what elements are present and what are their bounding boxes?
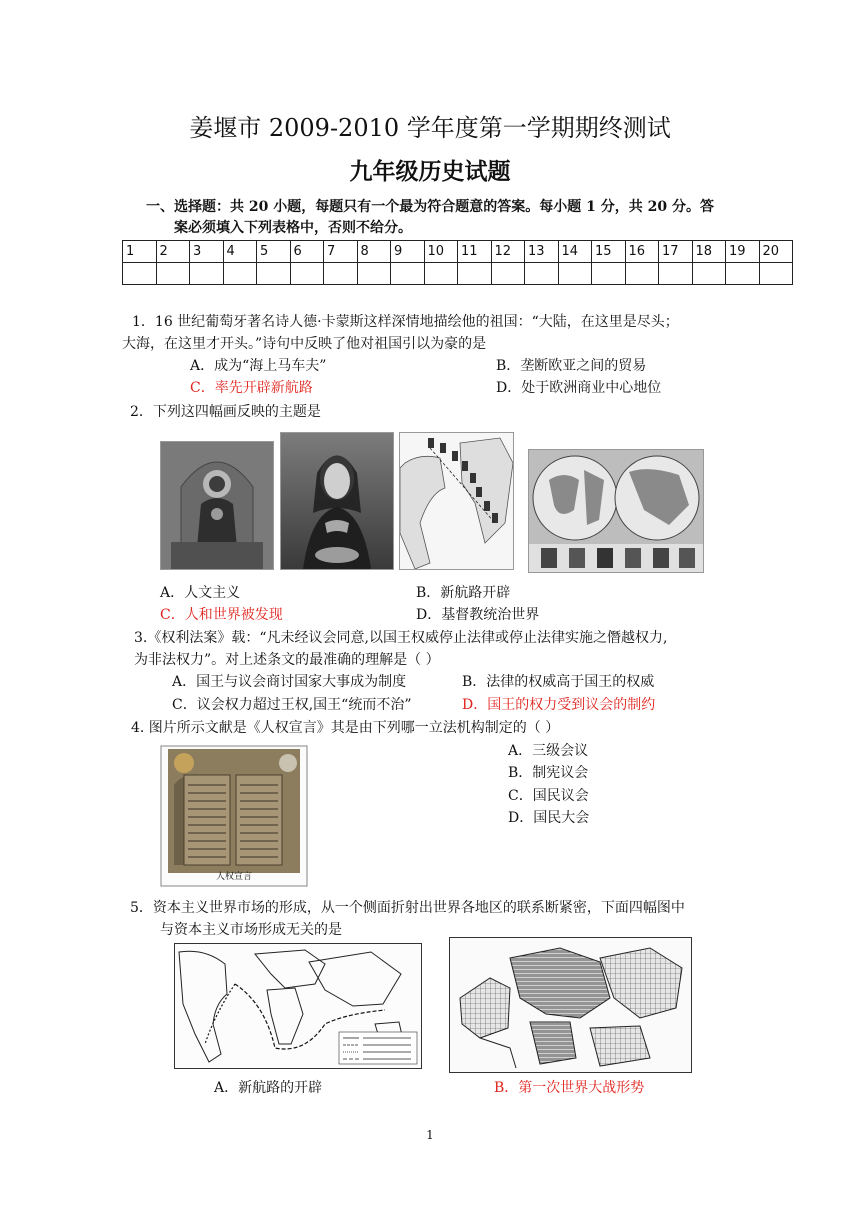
answer-table-number-cell: 16 bbox=[625, 241, 659, 263]
world-globes-drawing bbox=[529, 450, 703, 572]
answer-table-answer-cell[interactable] bbox=[257, 263, 291, 285]
answer-table-answer-cell[interactable] bbox=[558, 263, 592, 285]
madonna-fresco-drawing bbox=[161, 442, 273, 569]
q5-stem-line-2: 与资本主义市场形成无关的是 bbox=[160, 922, 342, 938]
q4-option-d: D．国民大会 bbox=[508, 810, 590, 826]
answer-table-number-cell: 13 bbox=[525, 241, 559, 263]
instructions-line-2: 案必须填入下列表格中，否则不给分。 bbox=[174, 220, 412, 236]
q2-option-a: A．人文主义 bbox=[160, 585, 241, 601]
q1-option-a: A．成为“海上马车夫” bbox=[190, 358, 327, 374]
q1-stem-line-2: 大海，在这里才开头。”诗句中反映了他对祖国引以为豪的是 bbox=[122, 336, 487, 352]
answer-table-number-cell: 8 bbox=[357, 241, 391, 263]
q1-option-b: B．垄断欧亚之间的贸易 bbox=[496, 358, 647, 374]
q3-option-c: C．议会权力超过王权,国王“统而不治” bbox=[172, 697, 412, 713]
wwi-situation-map-image bbox=[449, 937, 692, 1073]
q2-option-c: C．人和世界被发现 bbox=[160, 607, 283, 623]
answer-table-number-cell: 3 bbox=[190, 241, 224, 263]
answer-table-number-cell: 20 bbox=[759, 241, 793, 263]
answer-table-answer-cell[interactable] bbox=[592, 263, 626, 285]
answer-table-number-cell: 12 bbox=[491, 241, 525, 263]
q3-stem-line-1: 3.《权利法案》载：“凡未经议会同意,以国王权威停止法律或停止法律实施之僭越权力, bbox=[134, 630, 668, 646]
q3-option-b: B．法律的权威高于国王的权威 bbox=[462, 674, 655, 690]
q5-option-b: B．第一次世界大战形势 bbox=[494, 1080, 645, 1096]
sea-routes-map-drawing bbox=[175, 944, 421, 1068]
portrait-drawing bbox=[281, 433, 393, 569]
answer-table-number-cell: 6 bbox=[290, 241, 324, 263]
answer-table-answer-row bbox=[123, 263, 793, 285]
answer-table bbox=[122, 240, 793, 285]
answer-table-number-cell: 17 bbox=[659, 241, 693, 263]
voyage-map-drawing bbox=[400, 433, 513, 569]
q5-option-a: A．新航路的开辟 bbox=[214, 1080, 323, 1096]
declaration-drawing bbox=[160, 745, 308, 887]
voyage-map-image bbox=[399, 432, 514, 570]
q3-option-a: A．国王与议会商讨国家大事成为制度 bbox=[172, 674, 407, 690]
answer-table-number-cell: 11 bbox=[458, 241, 492, 263]
answer-table-answer-cell[interactable] bbox=[692, 263, 726, 285]
q4-option-c: C．国民议会 bbox=[508, 788, 589, 804]
answer-table-answer-cell[interactable] bbox=[391, 263, 425, 285]
answer-table-answer-cell[interactable] bbox=[223, 263, 257, 285]
answer-table-number-cell: 5 bbox=[257, 241, 291, 263]
q2-option-d: D．基督教统治世界 bbox=[416, 607, 540, 623]
answer-table-answer-cell[interactable] bbox=[190, 263, 224, 285]
answer-table-number-cell: 14 bbox=[558, 241, 592, 263]
answer-table-answer-cell[interactable] bbox=[357, 263, 391, 285]
q4-option-b: B．制宪议会 bbox=[508, 765, 589, 781]
answer-table-number-cell: 7 bbox=[324, 241, 358, 263]
answer-table-number-cell: 19 bbox=[726, 241, 760, 263]
answer-table-answer-cell[interactable] bbox=[156, 263, 190, 285]
page-number: 1 bbox=[426, 1128, 434, 1142]
answer-table-number-row bbox=[123, 241, 793, 263]
answer-table-answer-cell[interactable] bbox=[759, 263, 793, 285]
q1-option-d: D．处于欧洲商业中心地位 bbox=[496, 380, 662, 396]
answer-table-answer-cell[interactable] bbox=[424, 263, 458, 285]
answer-table-number-cell: 9 bbox=[391, 241, 425, 263]
answer-table-answer-cell[interactable] bbox=[625, 263, 659, 285]
madonna-fresco-image bbox=[160, 441, 274, 570]
answer-table-answer-cell[interactable] bbox=[458, 263, 492, 285]
exam-subtitle: 九年级历史试题 bbox=[349, 159, 511, 185]
instructions-line-1: 一、选择题：共 20 小题，每题只有一个最为符合题意的答案。每小题 1 分，共 20 分。答 bbox=[146, 199, 714, 215]
answer-table-answer-cell[interactable] bbox=[659, 263, 693, 285]
answer-table-answer-cell[interactable] bbox=[324, 263, 358, 285]
new-sea-routes-map-image bbox=[174, 943, 422, 1069]
answer-table-answer-cell[interactable] bbox=[726, 263, 760, 285]
wwi-map-drawing bbox=[450, 938, 691, 1072]
answer-table-number-cell: 10 bbox=[424, 241, 458, 263]
declaration-caption: 人权宣言 bbox=[215, 872, 252, 882]
declaration-of-rights-image bbox=[160, 745, 308, 887]
q1-option-c: C．率先开辟新航路 bbox=[190, 380, 313, 396]
answer-table-answer-cell[interactable] bbox=[525, 263, 559, 285]
world-globes-image bbox=[528, 449, 704, 573]
answer-table-number-cell: 1 bbox=[123, 241, 157, 263]
q3-option-d: D．国王的权力受到议会的制约 bbox=[462, 697, 656, 713]
answer-table-number-cell: 15 bbox=[592, 241, 626, 263]
q5-stem-line-1: 5．资本主义世界市场的形成，从一个侧面折射出世界各地区的联系断紧密，下面四幅图中 bbox=[130, 900, 685, 916]
answer-table-number-cell: 18 bbox=[692, 241, 726, 263]
q2-option-b: B．新航路开辟 bbox=[416, 585, 511, 601]
answer-table-answer-cell[interactable] bbox=[123, 263, 157, 285]
exam-title: 姜堰市 2009-2010 学年度第一学期期终测试 bbox=[189, 114, 671, 142]
q4-stem: 4. 图片所示文献是《人权宣言》其是由下列哪一立法机构制定的（ ） bbox=[131, 720, 560, 736]
q4-option-a: A．三级会议 bbox=[508, 743, 589, 759]
q2-stem: 2．下列这四幅画反映的主题是 bbox=[130, 404, 321, 420]
answer-table-number-cell: 4 bbox=[223, 241, 257, 263]
q3-stem-line-2: 为非法权力”。对上述条文的最准确的理解是（ ） bbox=[134, 652, 440, 668]
q1-stem-line-1: 1．16 世纪葡萄牙著名诗人德·卡蒙斯这样深情地描绘他的祖国：“大陆，在这里是尽头； bbox=[132, 314, 679, 330]
answer-table-number-cell: 2 bbox=[156, 241, 190, 263]
mona-lisa-portrait-image bbox=[280, 432, 394, 570]
answer-table-answer-cell[interactable] bbox=[491, 263, 525, 285]
answer-table-answer-cell[interactable] bbox=[290, 263, 324, 285]
